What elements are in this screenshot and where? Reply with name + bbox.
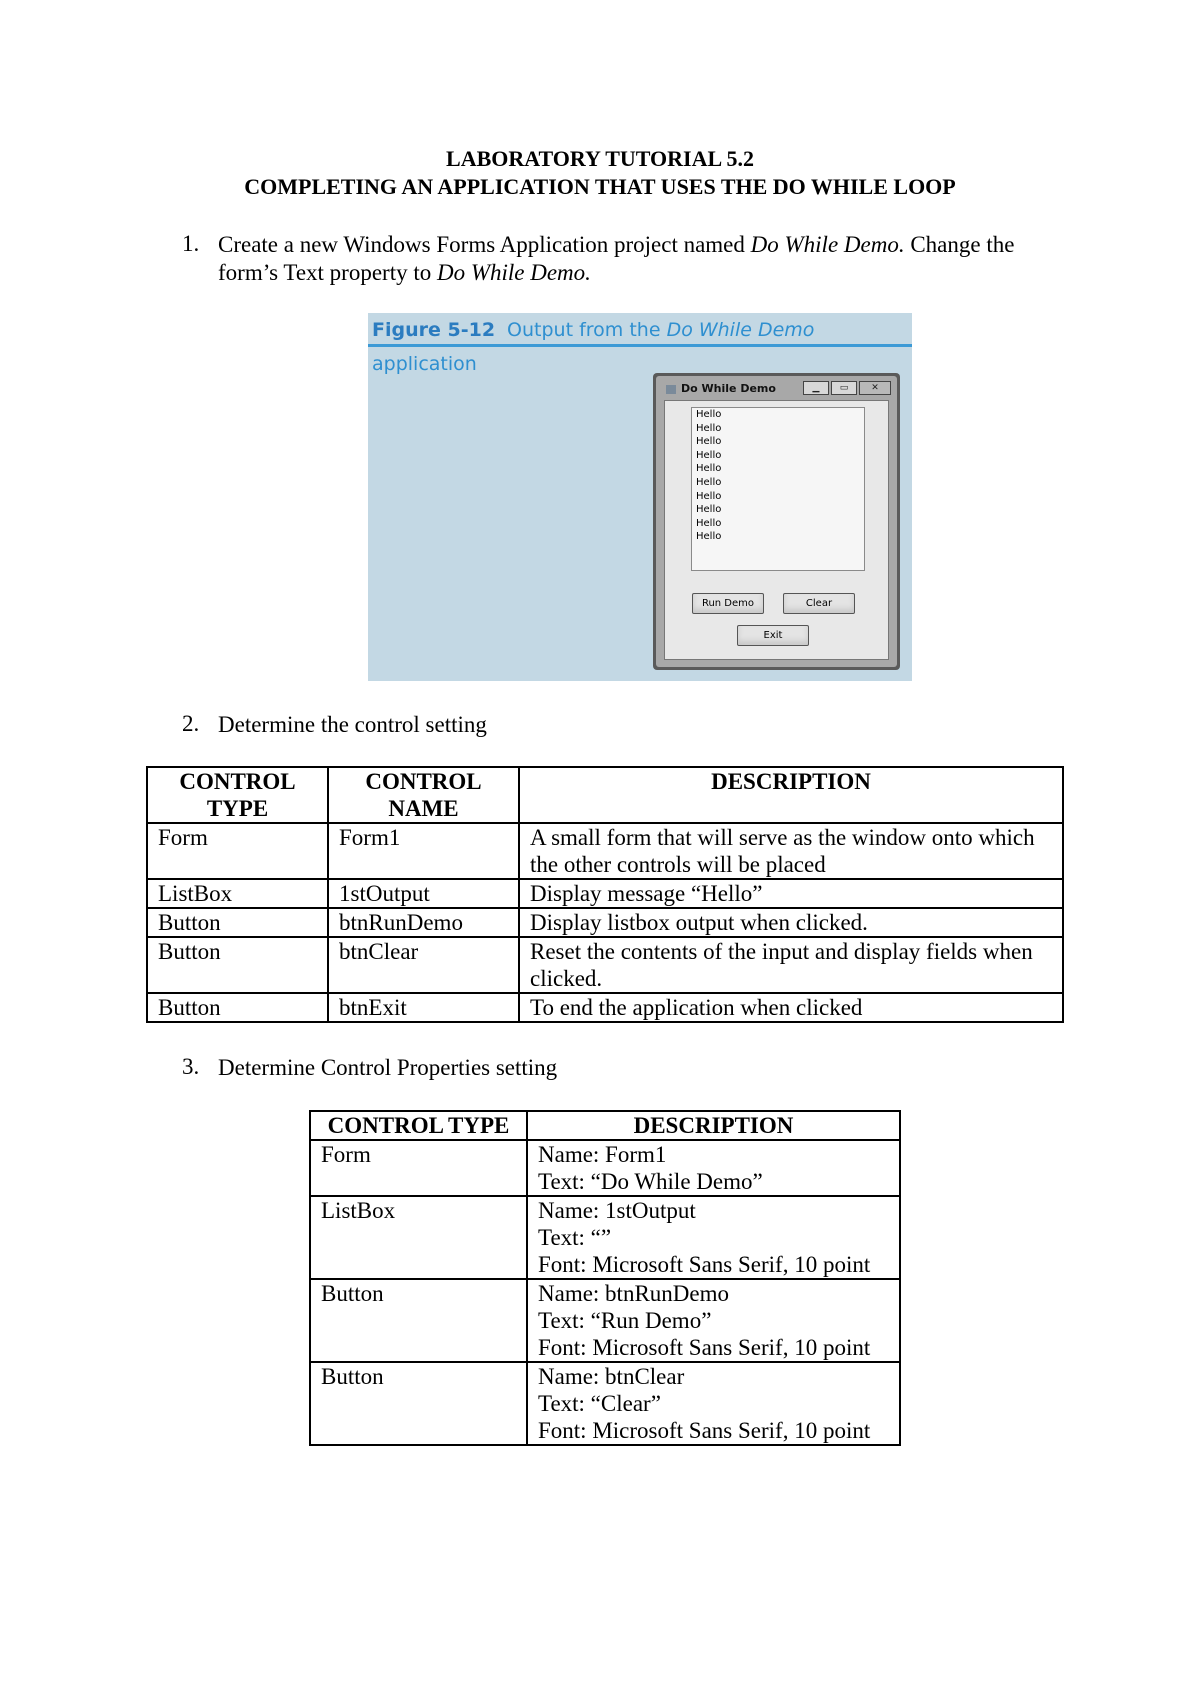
- output-listbox[interactable]: [691, 407, 865, 571]
- table-cell: ListBox: [147, 879, 328, 908]
- table-cell: btnClear: [328, 937, 519, 993]
- table-cell: Button: [310, 1362, 527, 1445]
- table-header: DESCRIPTION: [527, 1111, 900, 1140]
- table-cell: Display listbox output when clicked.: [519, 908, 1063, 937]
- table-row: [147, 823, 1063, 879]
- table-cell: [527, 1362, 900, 1445]
- list-item[interactable]: Hello: [696, 490, 722, 502]
- property-line: Name: 1stOutput: [538, 1198, 696, 1223]
- demo-window: [653, 373, 900, 670]
- table-cell: Reset the contents of the input and display fields when clicked.: [519, 937, 1063, 993]
- step-1-number: 1.: [182, 231, 200, 256]
- table-cell: [527, 1196, 900, 1279]
- table-cell: Button: [310, 1279, 527, 1362]
- list-item[interactable]: Hello: [696, 476, 722, 488]
- table-row: [147, 879, 1063, 908]
- list-item[interactable]: Hello: [696, 422, 722, 434]
- figure-caption: Figure 5-12 Output from the Do While Demo application: [368, 313, 912, 347]
- run-demo-button[interactable]: Run Demo: [692, 593, 764, 614]
- list-item[interactable]: Hello: [696, 463, 722, 475]
- table-cell: A small form that will serve as the window onto which the other controls will be placed: [519, 823, 1063, 879]
- table-row: [310, 1140, 900, 1196]
- clear-button[interactable]: Clear: [783, 593, 855, 614]
- table-cell: Display message “Hello”: [519, 879, 1063, 908]
- figure-5-12: [368, 313, 912, 681]
- property-line: Text: “Run Demo”: [538, 1308, 712, 1333]
- table-cell: btnExit: [328, 993, 519, 1022]
- table-cell: Button: [147, 908, 328, 937]
- list-item[interactable]: Hello: [696, 409, 722, 420]
- maximize-icon[interactable]: ▭: [831, 381, 857, 395]
- table-header: DESCRIPTION: [519, 767, 1063, 823]
- table-header: CONTROL TYPE: [310, 1111, 527, 1140]
- property-line: Text: “Clear”: [538, 1391, 661, 1416]
- exit-button[interactable]: Exit: [737, 625, 809, 646]
- step-3-text: Determine Control Properties setting: [218, 1055, 558, 1080]
- minimize-icon[interactable]: ▁: [803, 381, 829, 395]
- table-row: [310, 1362, 900, 1445]
- table-header: CONTROL TYPE: [147, 767, 328, 823]
- control-setting-table: [146, 766, 1064, 1023]
- property-line: Text: “”: [538, 1225, 612, 1250]
- list-item[interactable]: Hello: [696, 517, 722, 529]
- table-header: CONTROL NAME: [328, 767, 519, 823]
- control-properties-table: [309, 1110, 901, 1446]
- property-line: Font: Microsoft Sans Serif, 10 point: [538, 1252, 871, 1277]
- property-line: Name: Form1: [538, 1142, 667, 1167]
- table-cell: [527, 1279, 900, 1362]
- step-2-number: 2.: [182, 711, 200, 736]
- table-cell: btnRunDemo: [328, 908, 519, 937]
- table-cell: Form: [147, 823, 328, 879]
- table-row: [147, 937, 1063, 993]
- list-item[interactable]: Hello: [696, 504, 722, 516]
- table-row: [310, 1279, 900, 1362]
- property-line: Text: “Do While Demo”: [538, 1169, 763, 1194]
- document-subtitle: COMPLETING AN APPLICATION THAT USES THE DO WHILE LOOP: [244, 174, 956, 199]
- window-title: Do While Demo: [666, 382, 776, 395]
- step-1-text: Create a new Windows Forms Application project named Do While Demo. Change the form’s Text property to Do While Demo.: [218, 232, 1015, 285]
- property-line: Font: Microsoft Sans Serif, 10 point: [538, 1418, 871, 1443]
- property-line: Name: btnClear: [538, 1364, 685, 1389]
- table-row: [310, 1196, 900, 1279]
- step-3-number: 3.: [182, 1054, 200, 1079]
- table-cell: Form: [310, 1140, 527, 1196]
- property-line: Font: Microsoft Sans Serif, 10 point: [538, 1335, 871, 1360]
- list-item[interactable]: Hello: [696, 436, 722, 448]
- step-2-text: Determine the control setting: [218, 712, 487, 737]
- table-cell: To end the application when clicked: [519, 993, 1063, 1022]
- list-item[interactable]: Hello: [696, 449, 722, 461]
- table-cell: Button: [147, 993, 328, 1022]
- table-cell: 1stOutput: [328, 879, 519, 908]
- list-item[interactable]: Hello: [696, 531, 722, 543]
- app-icon: [666, 385, 676, 394]
- close-icon[interactable]: ✕: [859, 381, 891, 395]
- property-line: Name: btnRunDemo: [538, 1281, 729, 1306]
- table-row: [147, 908, 1063, 937]
- table-cell: [527, 1140, 900, 1196]
- table-row: [147, 993, 1063, 1022]
- document-title: LABORATORY TUTORIAL 5.2: [446, 146, 754, 171]
- table-cell: ListBox: [310, 1196, 527, 1279]
- table-cell: Form1: [328, 823, 519, 879]
- table-cell: Button: [147, 937, 328, 993]
